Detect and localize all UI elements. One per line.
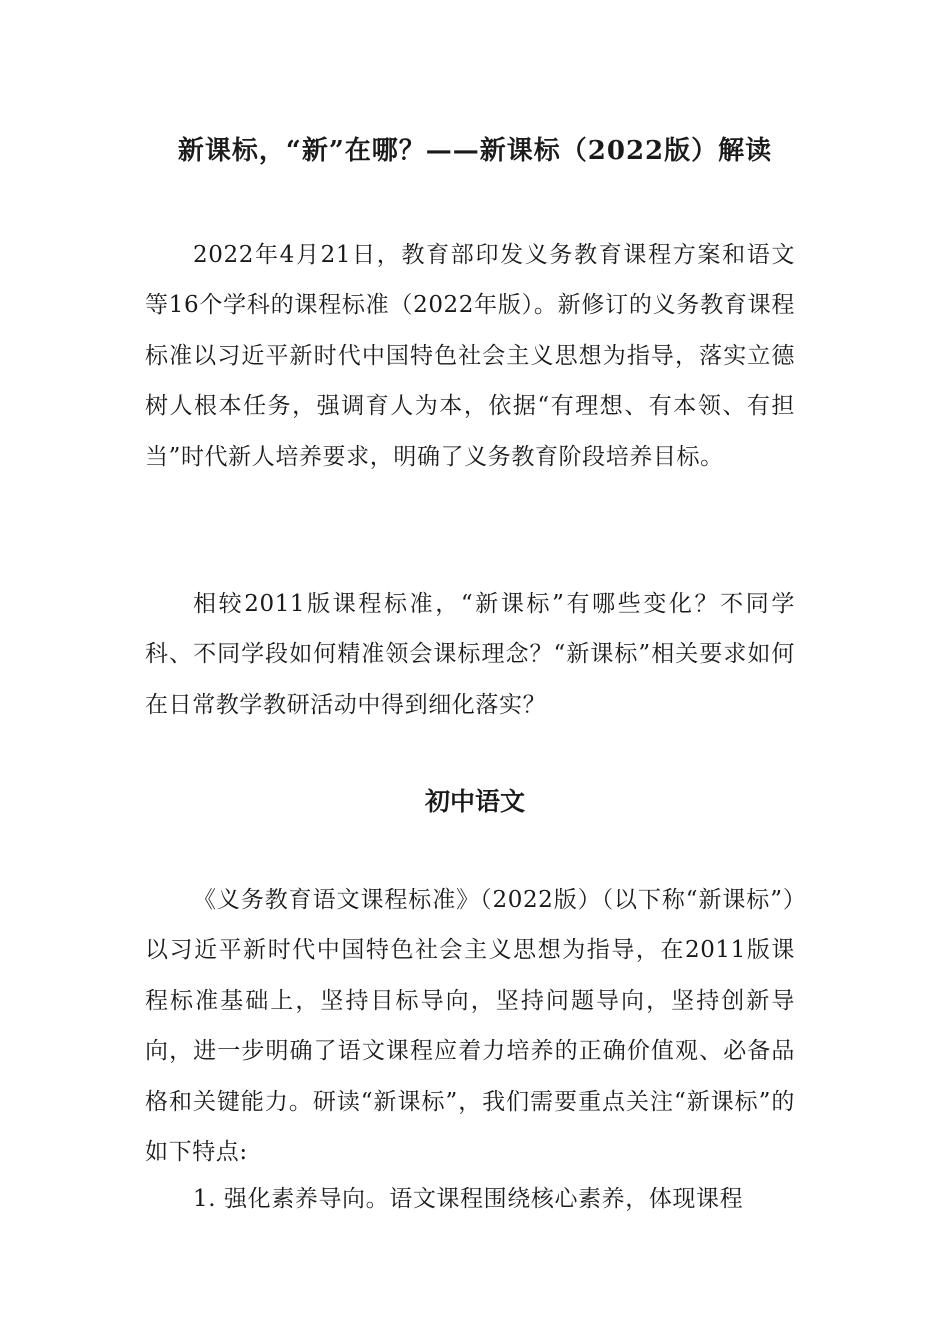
section-paragraph: 《义务教育语文课程标准》（2022版）（以下称“新课标”）以习近平新时代中国特色社会主义思想为指导，在2011版课程标准基础上，坚持目标导向，坚持问题导向，坚持创新导向，进一步明确了语文课程应着力培养的正确价值观、必备品格和关键能力。研读“新课标”，我们需要重点关注“新课标”的如下特点: <box>145 887 795 1166</box>
question-paragraph: 相较2011版课程标准，“新课标”有哪些变化？不同学科、不同学段如何精准领会课标理念？“新课标”相关要求如何在日常教学教研活动中得到细化落实？ <box>145 591 795 718</box>
document-title: 新课标，“新”在哪？——新课标（2022版）解读 <box>177 136 773 166</box>
list-item: 1. 强化素养导向。语文课程围绕核心素养，体现课程 <box>193 1186 744 1212</box>
section-heading: 初中语文 <box>424 787 525 816</box>
intro-paragraph: 2022年4月21日，教育部印发义务教育课程方案和语文等16个学科的课程标准（2022年版）。新修订的义务教育课程标准以习近平新时代中国特色社会主义思想为指导，落实立德树人根本任务，强调育人为本，依据“有理想、有本领、有担当”时代新人培养要求，明确了义务教育阶段培养目标。 <box>145 242 795 470</box>
